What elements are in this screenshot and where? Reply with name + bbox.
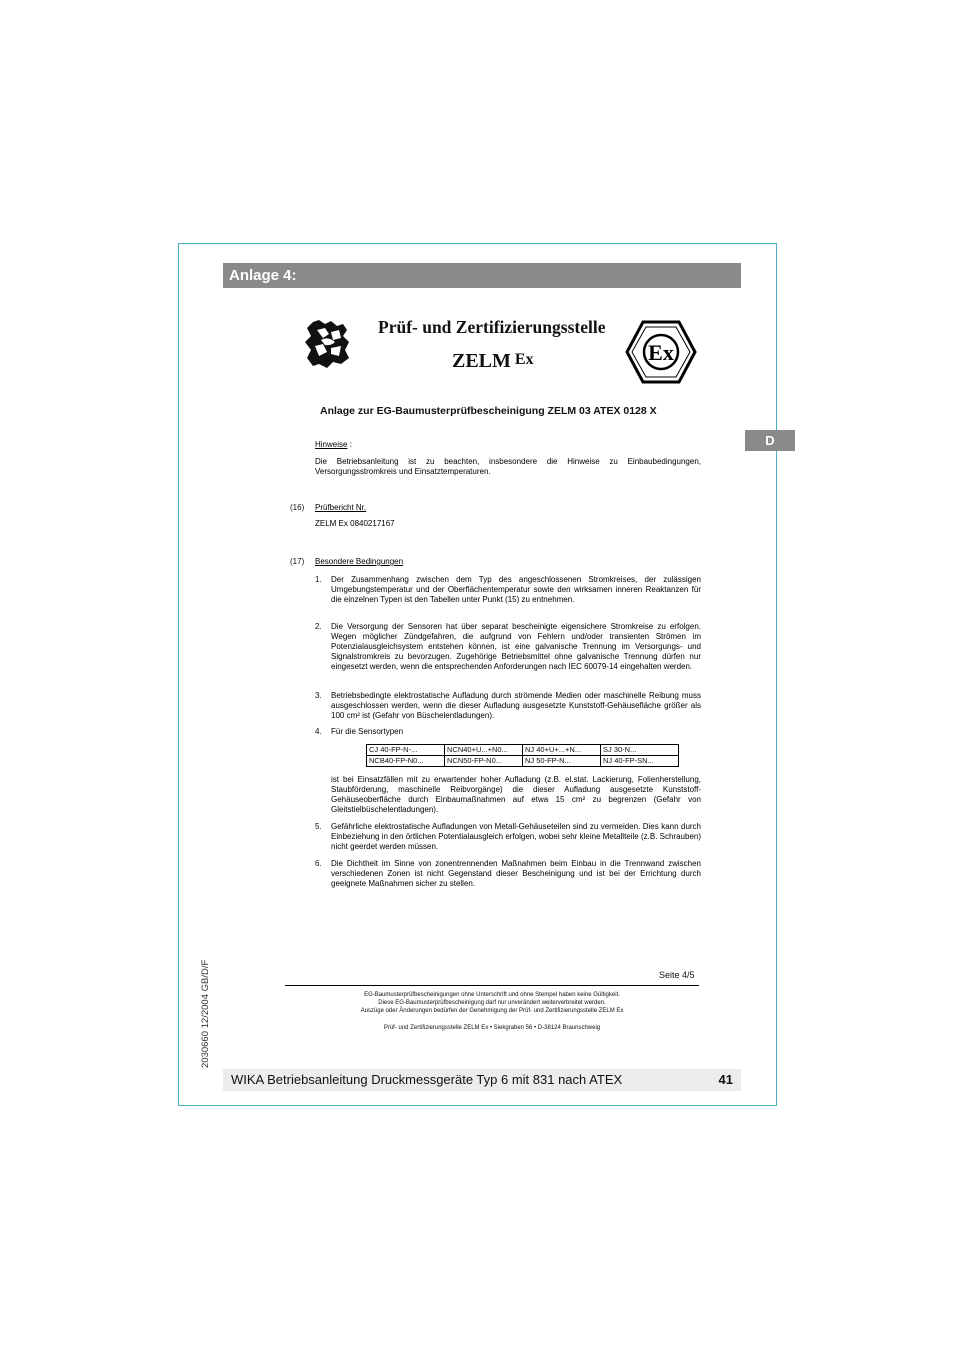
divider — [285, 985, 699, 986]
braunschweig-lion-logo-icon — [303, 318, 353, 370]
item-2-number: 2. — [315, 622, 322, 631]
section-16-number: (16) — [290, 503, 305, 512]
table-row — [367, 756, 679, 767]
table-cell: NJ 50-FP-N... — [523, 756, 601, 767]
item-5-text: Gefährliche elektrostatische Aufladungen von Metall-Gehäuseteilen sind zu vermeiden. Dies kann durch Einbeziehung in den örtlichen Potentialausgleich erfolgen, wobei sehr kleine Metallteile (z.B. Schrauben) nicht geerdet werden müssen. — [331, 822, 701, 851]
svg-text:Ex: Ex — [648, 340, 674, 365]
language-tab[interactable]: D — [745, 430, 795, 451]
item-3-text: Betriebsbedingte elektrostatische Aufladung durch strömende Medien oder maschinelle Reibung muss ausgeschlossen werden, wenn die dieser Aufladung ausgesetzte Kunststoff-Gehäusefläche größer als 100 cm² ist (Gefahr von Büschelentladungen). — [331, 691, 701, 720]
section-title: Anlage 4: — [229, 267, 297, 284]
section-17-number: (17) — [290, 557, 305, 566]
table-row — [367, 745, 679, 756]
fine-print-line: Auszüge oder Änderungen bedürfen der Genehmigung der Prüf- und Zertifizierungsstelle ZELM Ex — [360, 1008, 624, 1014]
table-cell: NCB40-FP-N0... — [367, 756, 445, 767]
institution-name: Prüf- und Zertifizierungsstelle — [378, 317, 606, 337]
table-cell: SJ 30-N... — [601, 745, 679, 756]
footer-text: WIKA Betriebsanleitung Druckmessgeräte Typ 6 mit 831 nach ATEX — [231, 1072, 623, 1087]
section-16-heading: Prüfbericht Nr. — [315, 503, 367, 512]
table-cell: NJ 40+U+...+N... — [523, 745, 601, 756]
item-2-text: Die Versorgung der Sensoren hat über separat bescheinigte eigensichere Stromkreise zu erfolgen. Wegen möglicher Zündgefahren, die aufgrund von Fehlern und/oder transienten Strömen im Potenzialausgleichsystem entstehen können, ist eine galvanische Trennung im Versorgungs- und Signalstromkreis zu bevorzugen. Zugehörige Betriebsmittel ohne galvanische Trennung dürfen nur eingesetzt werden, wenn die entsprechenden Anforderungen nach IEC 60079-14 eingehalten werden. — [331, 622, 701, 671]
section-header — [223, 263, 741, 288]
page-indicator: Seite 4/5 — [659, 970, 695, 980]
institution-acronym: ZELM Ex — [452, 350, 534, 372]
sensor-type-table — [366, 744, 679, 767]
fine-print-line: EG-Baumusterprüfbescheinigungen ohne Unterschrift und ohne Stempel haben keine Gültigkeit. — [364, 992, 620, 998]
item-4-text: Für die Sensortypen — [331, 727, 404, 736]
table-cell: NJ 40-FP-SN... — [601, 756, 679, 767]
item-5-number: 5. — [315, 822, 322, 831]
table-cell: CJ 40-FP-N-... — [367, 745, 445, 756]
section-16-value: ZELM Ex 0840217167 — [315, 519, 395, 528]
ex-hexagon-logo-icon — [625, 320, 697, 384]
footer-bar — [223, 1069, 741, 1091]
item-1-number: 1. — [315, 575, 322, 584]
hinweise-text: Die Betriebsanleitung ist zu beachten, insbesondere die Hinweise zu Einbaubedingungen, Versorgungsstromkreis und Einsatztemperaturen. — [315, 457, 701, 476]
item-4-number: 4. — [315, 727, 322, 736]
hinweise-heading: Hinweise — [315, 440, 348, 449]
item-4-continuation: ist bei Einsatzfällen mit zu erwartender hoher Aufladung (z.B. el.stat. Lackierung, Folienherstellung, Staubförderung, maschinelle Reibvorgänge) die dieser Aufladung ausgesetzte Kunststoff-Gehäuseoberfläche durch Einbaumaßnahmen auf etwa 15 cm² zu begrenzen (Gefahr von Gleitstielbüschelentladungen). — [331, 775, 701, 814]
item-1-text: Der Zusammenhang zwischen dem Typ des angeschlossenen Stromkreises, der zulässigen Umgebungstemperatur und der Oberflächentemperatur sowie den wirksamen inneren Reaktanzen für die einzelnen Typen ist den Tabellen unter Punkt (15) zu entnehmen. — [331, 575, 701, 604]
document-code: 2030660 12/2004 GB/D/F — [200, 959, 211, 1068]
item-3-number: 3. — [315, 691, 322, 700]
institution-address: Prüf- und Zertifizierungsstelle ZELM Ex • Siekgraben 56 • D-38124 Braunschweig — [383, 1025, 601, 1031]
ex-mark: Ex — [514, 351, 534, 368]
certificate-title: Anlage zur EG-Baumusterprüfbescheinigung ZELM 03 ATEX 0128 X — [320, 405, 657, 417]
item-6-text: Die Dichtheit im Sinne von zonentrennenden Maßnahmen beim Einbau in die Trennwand zwischen verschiedenen Zonen ist nicht Gegenstand dieser Bescheinigung und ist bei der Errichtung durch geeignete Maßnahmen sicher zu stellen. — [331, 859, 701, 888]
hinweise-heading-line: Hinweise : — [315, 440, 352, 449]
table-cell: NCN50-FP-N0... — [445, 756, 523, 767]
page-number: 41 — [718, 1072, 733, 1087]
item-6-number: 6. — [315, 859, 322, 868]
section-17-heading: Besondere Bedingungen — [315, 557, 404, 566]
fine-print-line: Diese EG-Baumusterprüfbescheinigung darf nur unverändert weiterverbreitet werden. — [378, 1000, 606, 1006]
table-cell: NCN40+U...+N0... — [445, 745, 523, 756]
